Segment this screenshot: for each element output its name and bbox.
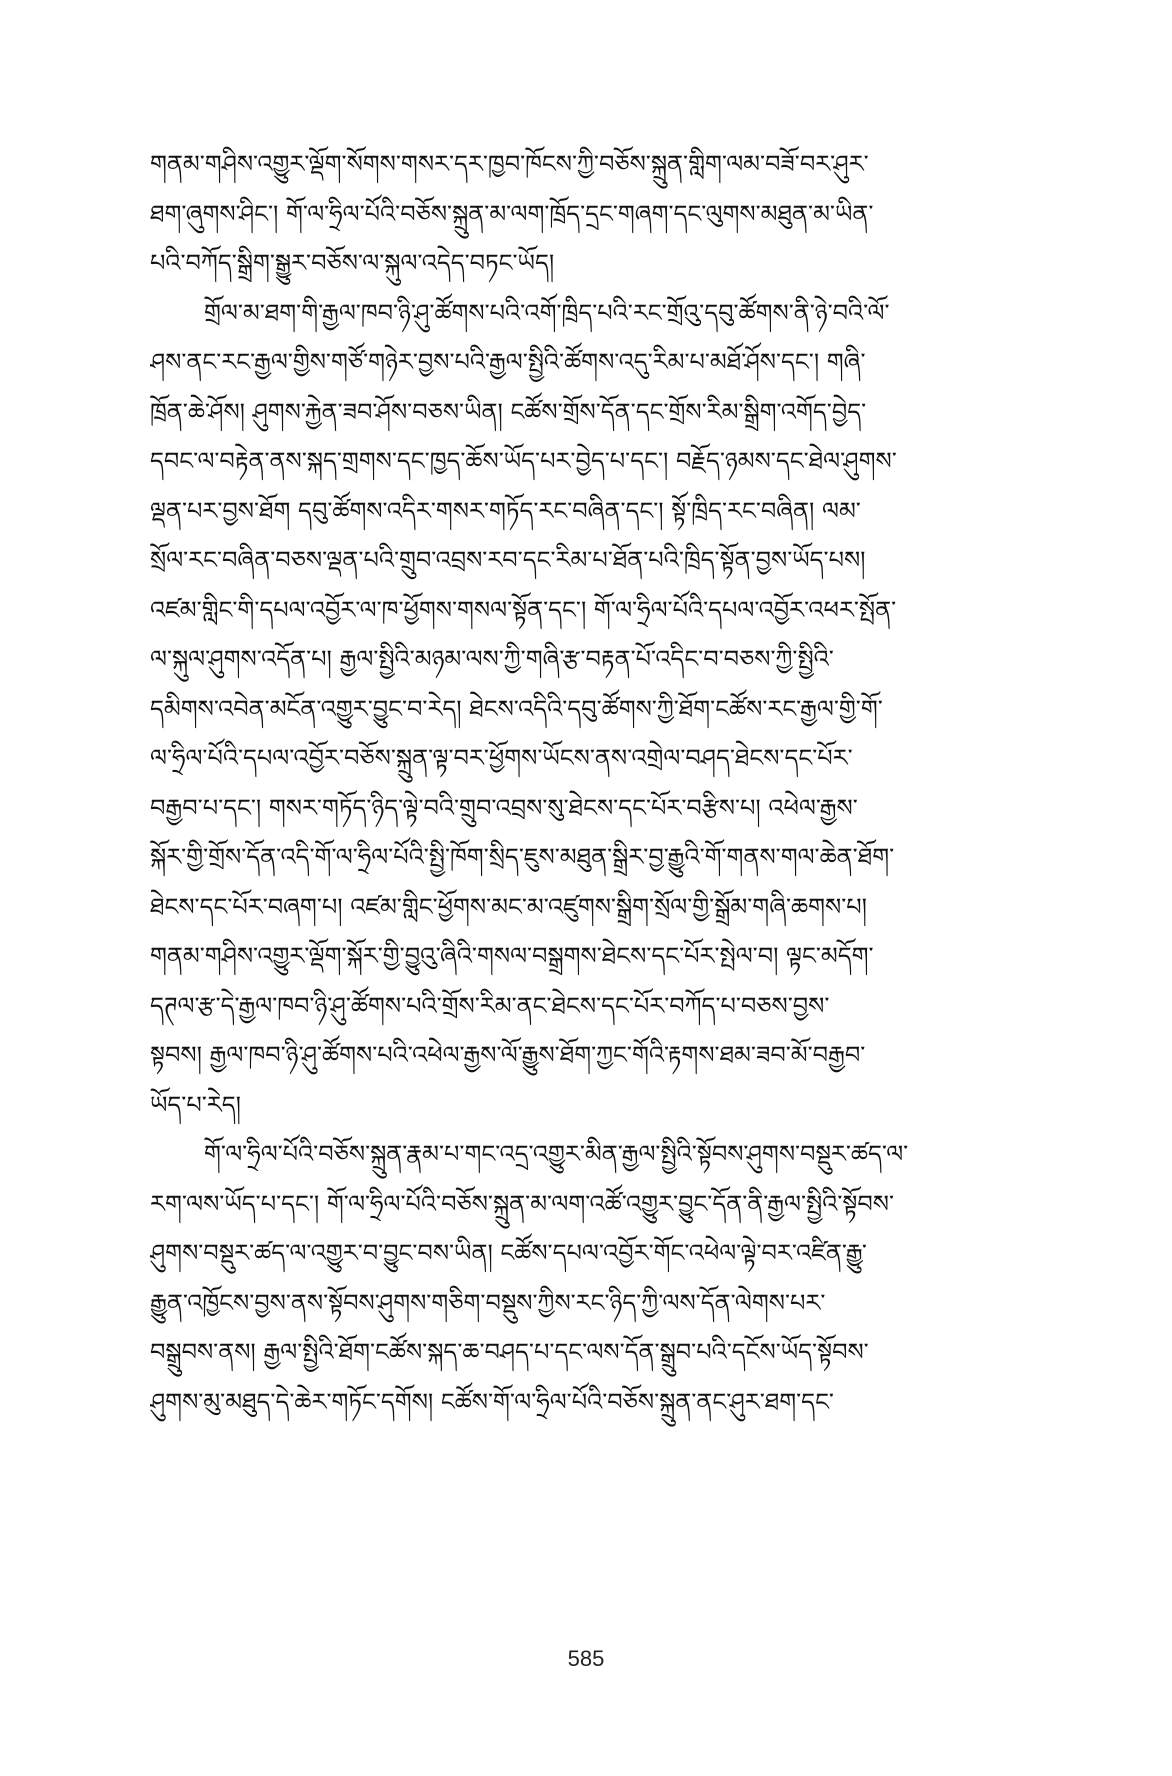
text-line: རག་ལས་ཡོད་པ་དང་། གོ་ལ་ཧྲིལ་པོའི་བཅོས་སྐྲུན་མ་ལག་འཚོ་འགྱུར་བྱུང་དོན་ནི་རྒྱལ་སྤྱིའི་སྟོབས་ [150, 1189, 894, 1218]
text-line: གནམ་གཤིས་འགྱུར་ལྡོག་སོགས་གསར་དར་ཁྱབ་ཁོངས་ཀྱི་བཅོས་སྐྲུན་གླིག་ལམ་བཟོ་བར་ཤུར་ [150, 150, 869, 178]
text-line: རྒྱུན་འཁྱོངས་བྱས་ནས་སྟོབས་ཤུགས་གཅིག་བསྡུས་ཀྱིས་རང་ཉིད་ཀྱི་ལས་དོན་ལེགས་པར་ [150, 1288, 826, 1317]
text-line: དཊལ་རྩ་དེ་རྒྱལ་ཁབ་ཉི་ཤུ་ཚོགས་པའི་གྲོས་རིམ་ནང་ཐེངས་དང་པོར་བཀོད་པ་བཅས་བྱས་ [150, 991, 830, 1020]
text-line: བསྒྲུབས་ནས། རྒྱལ་སྤྱིའི་ཐོག་ངཚོས་སྐད་ཆ་བཤད་པ་དང་ལས་དོན་སྒྲུབ་པའི་དངོས་ཡོད་སྟོབས་ [150, 1338, 869, 1366]
text-line: གནམ་གཤིས་འགྱུར་ལྡོག་སྐོར་གྱི་བྱུའུ་ཞིའི་གསལ་བསྒྲགས་ཐེངས་དང་པོར་སྤེལ་བ། ལྟང་མདོག་ [150, 942, 874, 970]
text-line: ཤུགས་བསྡུར་ཚད་ལ་འགྱུར་བ་བྱུང་བས་ཡིན། ངཚོས་དཔལ་འབྱོར་གོང་འཕེལ་ལྟེ་བར་འཛིན་རྒྱུ་ [150, 1239, 867, 1267]
text-line: ཐག་ཞུགས་ཤིང་། གོ་ལ་ཧྲིལ་པོའི་བཅོས་སྐྲུན་མ་ལག་ཁྲོད་དྲང་གཞག་དང་ལུགས་མཐུན་མ་ཡིན་ [150, 199, 874, 228]
paragraph-3 [150, 1130, 1028, 1427]
text-line: ཐེངས་དང་པོར་བཞག་པ། འཛམ་གླིང་ཕྱོགས་མང་མ་འཛུགས་སྒྲིག་སྲོལ་གྱི་སྒྲོམ་གཞི་ཆགས་པ། [150, 892, 867, 921]
text-line: ལྡན་པར་བྱས་ཐོག དབུ་ཚོགས་འདིར་གསར་གཏོད་རང་བཞིན་དང་། སྟོ་ཁྲིད་རང་བཞིན། ལམ་ [150, 496, 861, 525]
text-line: སྲོལ་རང་བཞིན་བཅས་ལྡན་པའི་གྲུབ་འབྲས་རབ་དང་རིམ་པ་ཐོན་པའི་ཁྲིད་སྟོན་བྱས་ཡོད་པས། [150, 546, 866, 574]
text-line: སྟབས། རྒྱལ་ཁབ་ཉི་ཤུ་ཚོགས་པའི་འཕེལ་རྒྱས་ལོ་རྒྱུས་ཐོག་ཀྱང་གོའི་རྟགས་ཐམ་ཟབ་མོ་བརྒྱབ་ [150, 1041, 866, 1069]
page-number: 585 [567, 1646, 605, 1671]
text-line: བརྒྱབ་པ་དང་། གསར་གཏོད་ཉིད་ལྟེ་བའི་གྲུབ་འབྲས་སུ་ཐེངས་དང་པོར་བརྩིས་པ། འཕེལ་རྒྱས་ [150, 793, 858, 822]
text-line: ལ་ཧྲིལ་པོའི་དཔལ་འབྱོར་བཅོས་སྐྲུན་ལྟ་བར་ཕྱོགས་ཡོངས་ནས་འགྲེལ་བཤད་ཐེངས་དང་པོར་ [150, 744, 853, 772]
text-line: གོ་ལ་ཧྲིལ་པོའི་བཅོས་སྐྲུན་རྣམ་པ་གང་འདྲ་འགྱུར་མིན་རྒྱལ་སྤྱིའི་སྟོབས་ཤུགས་བསྡུར་ཚད་ལ་ [204, 1140, 909, 1168]
text-line: པའི་བཀོད་སྒྲིག་སྒྱུར་བཅོས་ལ་སྐུལ་འདེད་བཏང་ཡོད། [150, 249, 555, 277]
text-line: ཁྲོན་ཆེ་ཤོས། ཤུགས་རྐྱེན་ཟབ་ཤོས་བཅས་ཡིན། ངཚོས་གྲོས་དོན་དང་གྲོས་རིམ་སྒྲིག་འགོད་བྱེད་ [150, 397, 867, 426]
text-line: ཡོད་པ་རེད། [150, 1090, 241, 1119]
body-text [150, 140, 1028, 1427]
text-line: ཤས་ནང་རང་རྒྱལ་གྱིས་གཙོ་གཉེར་བྱས་པའི་རྒྱལ་སྤྱིའི་ཚོགས་འདུ་རིམ་པ་མཐོ་ཤོས་དང་། གཞི་ [150, 348, 866, 376]
text-line: ཤུགས་མུ་མཐུད་དེ་ཆེར་གཏོང་དགོས། ངཚོས་གོ་ལ་ཧྲིལ་པོའི་བཅོས་སྐྲུན་ནང་ཤུར་ཐག་དང་ [150, 1387, 834, 1416]
paragraph-2 [150, 289, 1028, 1131]
text-line: འཛམ་གླིང་གི་དཔལ་འབྱོར་ལ་ཁ་ཕྱོགས་གསལ་སྟོན་དང་། གོ་ལ་ཧྲིལ་པོའི་དཔལ་འབྱོར་འཕར་སྤོན་ [150, 595, 897, 624]
text-line: གྲོལ་མ་ཐག་གི་རྒྱལ་ཁབ་ཉི་ཤུ་ཚོགས་པའི་འགོ་ཁྲིད་པའི་རང་གྲོའུ་དབུ་ཚོགས་ནི་ཉེ་བའི་ལོ་ [204, 298, 890, 327]
text-line: ལ་སྐུལ་ཤུགས་འདོན་པ། རྒྱལ་སྤྱིའི་མཉམ་ལས་ཀྱི་གཞི་རྩ་བརྟན་པོ་འདིང་བ་བཅས་ཀྱི་སྤྱིའི་ [150, 645, 834, 673]
paragraph-1 [150, 140, 1028, 289]
text-line: དབང་ལ་བརྟེན་ནས་སྐད་གྲགས་དང་ཁྱད་ཆོས་ཡོད་པར་བྱེད་པ་དང་། བརྗོད་ཉམས་དང་ཐེལ་ཤུགས་ [150, 447, 897, 475]
text-line: དམིགས་འབེན་མངོན་འགྱུར་བྱུང་བ་རེད། ཐེངས་འདིའི་དབུ་ཚོགས་ཀྱི་ཐོག་ངཚོས་རང་རྒྱལ་གྱི་གོ་ [150, 694, 883, 723]
text-line: སྐོར་གྱི་གྲོས་དོན་འདི་གོ་ལ་ཧྲིལ་པོའི་སྤྱི་ཁོག་སྲིད་ཇུས་མཐུན་སྒྲིར་བྱ་རྒྱུའི་གོ་གནས་གལ་ཆེན་ཐོག་ [150, 843, 895, 871]
